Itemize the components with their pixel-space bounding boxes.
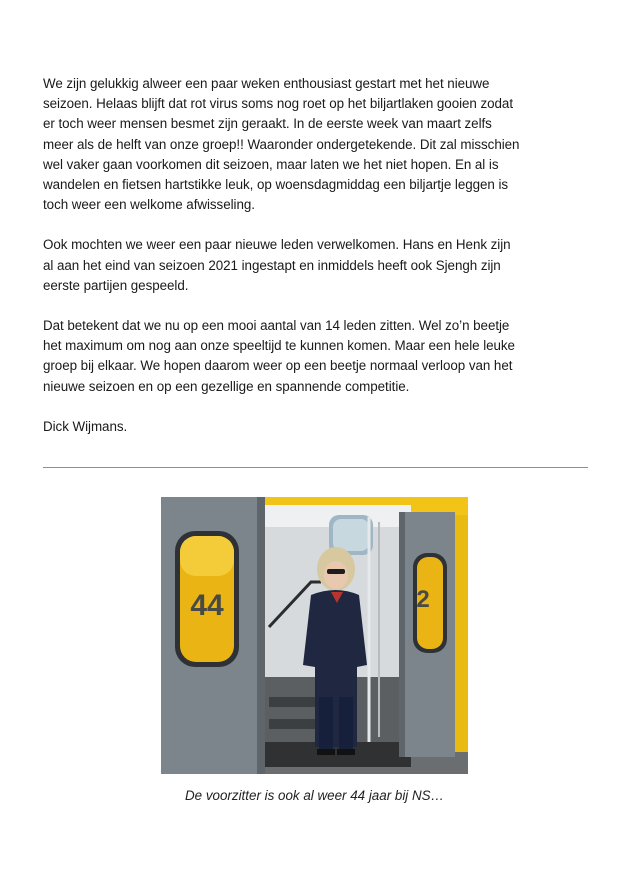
photo-illustration [161,497,468,774]
train-door-photo [161,497,468,774]
photo-caption: De voorzitter is ook al weer 44 jaar bij NS… [185,788,444,803]
signature: Dick Wijmans. [43,418,128,434]
article-body [43,74,591,457]
paragraph-1: We zijn gelukkig alweer een paar weken enthousiast gestart met het nieuwe seizoen. Helaas blijft dat rot virus soms nog roet op het biljartlaken gooien zodat er toch weer mensen besmet zijn geraakt. In de eerste week van maart zelfs meer als de helft van onze groep!! Waaronder ondergetekende. Dit zal misschien wel vaker gaan voorkomen dit seizoen, maar laten we het niet hopen. En al is wandelen en fietsen hartstikke leuk, op woensdagmiddag een biljartje leggen is toch weer een welkome afwisseling. [43,76,520,213]
train-number-left: 44 [190,589,224,622]
train-number-right: 2 [416,586,430,613]
paragraph-3: Dat betekent dat we nu op een mooi aantal van 14 leden zitten. Wel zo’n beetje het maximum om nog aan onze speeltijd te kunnen komen. Maar een hele leuke groep bij elkaar. We hopen daarom weer op een beetje normaal verloop van het nieuwe seizoen en op een gezellige en spannende competitie. [43,318,515,394]
section-divider [43,467,588,468]
paragraph-2: Ook mochten we weer een paar nieuwe leden verwelkomen. Hans en Henk zijn al aan het eind van seizoen 2021 ingestapt en inmiddels heeft ook Sjengh zijn eerste partijen gespeeld. [43,237,511,293]
